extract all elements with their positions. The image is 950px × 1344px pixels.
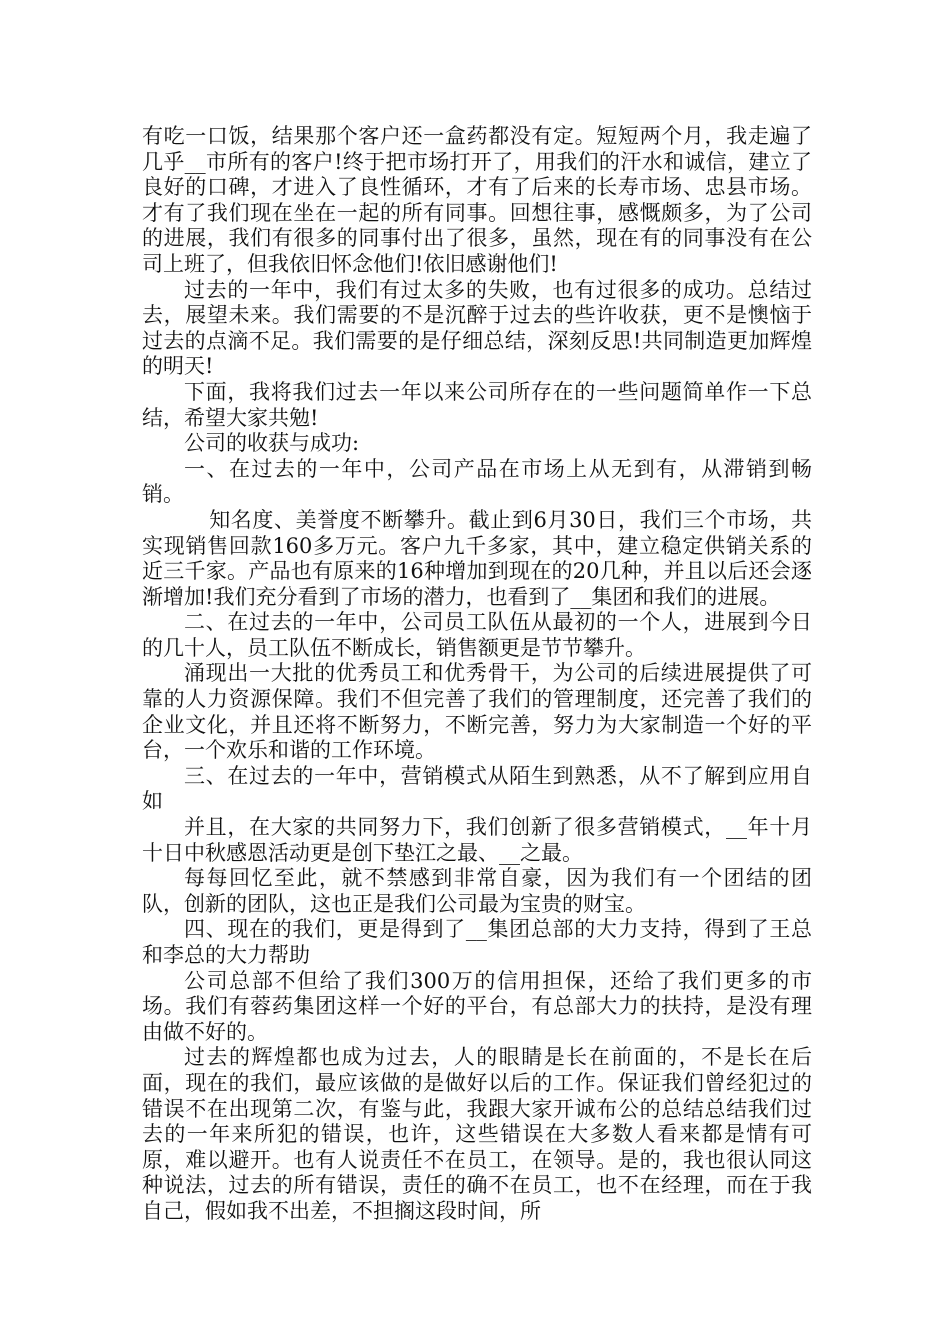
document-body bbox=[142, 124, 812, 1225]
paragraph-summary-intro: 下面，我将我们过去一年以来公司所存在的一些问题简单作一下总结，希望大家共勉! bbox=[142, 379, 812, 430]
paragraph-point-three: 三、在过去的一年中，营销模式从陌生到熟悉，从不了解到应用自如 bbox=[142, 763, 812, 814]
paragraph-team-pride: 每每回忆至此，就不禁感到非常自豪，因为我们有一个团结的团队，创新的团队，这也正是我们公司最为宝贵的财宝。 bbox=[142, 866, 812, 916]
paragraph-past-mistakes: 过去的辉煌都也成为过去，人的眼睛是长在前面的，不是长在后面，现在的我们，最应该做的是做好以后的工作。保证我们曾经犯过的错误不在出现第二次，有鉴与此，我跟大家开诚布公的总结总结我们过去的一年来所犯的错误，也许，这些错误在大多数人看来都是情有可原，难以避开。也有人说责任不在员工，在领导。是的，我也很认同这种说法，过去的所有错误，责任的确不在员工，也不在经理，而在于我自己，假如我不出差，不担搁这段时间，所 bbox=[142, 1045, 812, 1223]
paragraph-headquarters-support: 公司总部不但给了我们300万的信用担保，还给了我们更多的市场。我们有蓉药集团这样一个好的平台，有总部大力的扶持，是没有理由做不好的。 bbox=[142, 968, 812, 1044]
paragraph-continuation: 有吃一口饭，结果那个客户还一盒药都没有定。短短两个月，我走遍了几乎__市所有的客户!终于把市场打开了，用我们的汗水和诚信，建立了良好的口碑，才进入了良性循环，才有了后来的长寿市场、忠县市场。才有了我们现在坐在一起的所有同事。回想往事，感慨颇多，为了公司的进展，我们有很多的同事付出了很多，虽然，现在有的同事没有在公司上班了，但我依旧怀念他们!依旧感谢他们! bbox=[142, 124, 812, 276]
paragraph-point-four: 四、现在的我们，更是得到了__集团总部的大力支持，得到了王总和李总的大力帮助 bbox=[142, 917, 812, 967]
paragraph-marketing-innovation: 并且，在大家的共同努力下，我们创新了很多营销模式，__年十月十日中秋感恩活动更是创下垫江之最、__之最。 bbox=[142, 815, 812, 865]
paragraph-staff-growth: 涌现出一大批的优秀员工和优秀骨干，为公司的后续进展提供了可靠的人力资源保障。我们不但完善了我们的管理制度，还完善了我们的企业文化，并且还将不断努力，不断完善，努力为大家制造一个好的平台，一个欢乐和谐的工作环境。 bbox=[142, 661, 812, 763]
paragraph-point-two: 二、在过去的一年中，公司员工队伍从最初的一个人，进展到今日的几十人，员工队伍不断成长，销售额更是节节攀升。 bbox=[142, 610, 812, 660]
paragraph-failures-successes: 过去的一年中，我们有过太多的失败，也有过很多的成功。总结过去，展望未来。我们需要的不是沉醉于过去的些许收获，更不是懊恼于过去的点滴不足。我们需要的是仔细总结，深刻反思!共同制造更加辉煌的明天! bbox=[142, 277, 812, 379]
section-heading-achievements: 公司的收获与成功: bbox=[184, 431, 360, 456]
paragraph-point-one: 一、在过去的一年中，公司产品在市场上从无到有，从滞销到畅销。 bbox=[142, 456, 812, 507]
paragraph-sales-results: 知名度、美誉度不断攀升。截止到6月30日，我们三个市场，共实现销售回款160多万元。客户九千多家，其中，建立稳定供销关系的近三千家。产品也有原来的16种增加到现在的20几种，并且以后还会逐渐增加!我们充分看到了市场的潜力，也看到了__集团和我们的进展。 bbox=[142, 507, 812, 609]
